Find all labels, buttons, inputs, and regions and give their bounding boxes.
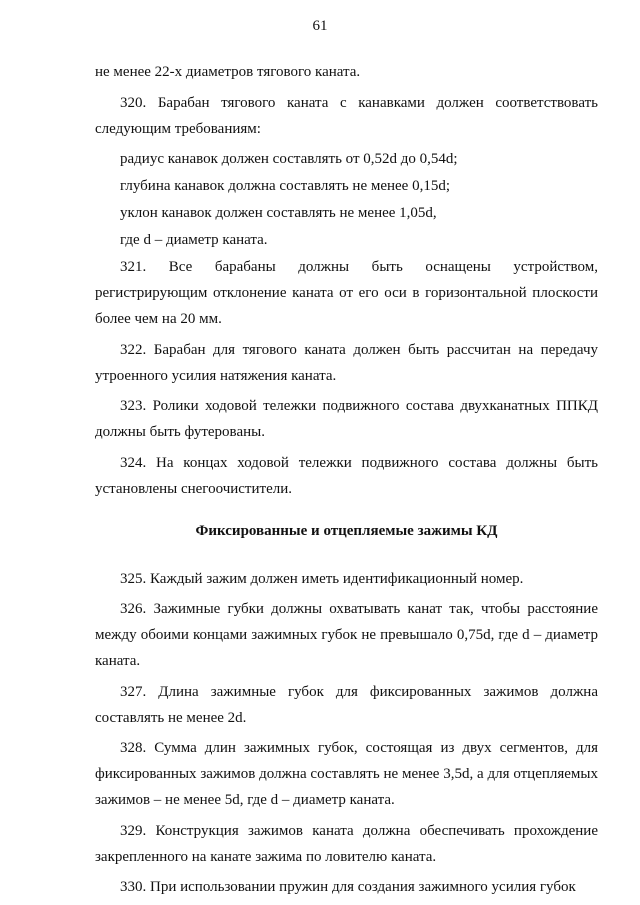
requirement-groove-slope: уклон канавок должен составлять не менее 1,05d,: [120, 205, 437, 221]
paragraph-327: 327. Длина зажимные губок для фиксированных зажимов должна составлять не менее 2d.: [95, 683, 598, 726]
paragraph-321: 321. Все барабаны должны быть оснащены устройством, регистрирующим отклонение каната от его оси в горизонтальной плоскости более чем на 20 мм.: [95, 259, 598, 327]
paragraph-329: 329. Конструкция зажимов каната должна обеспечивать прохождение закрепленного на канате зажима по ловителю каната.: [95, 822, 598, 865]
requirement-groove-radius: радиус канавок должен составлять от 0,52d до 0,54d;: [120, 151, 458, 167]
paragraph-324: 324. На концах ходовой тележки подвижного состава должны быть установлены снегоочистители.: [95, 454, 598, 497]
paragraph-320: 320. Барабан тягового каната с канавками должен соответствовать следующим требованиям:: [95, 94, 598, 137]
paragraph-330: 330. При использовании пружин для создания зажимного усилия губок: [120, 879, 576, 895]
section-heading: Фиксированные и отцепляемые зажимы КД: [195, 522, 498, 539]
paragraph-328: 328. Сумма длин зажимных губок, состоящая из двух сегментов, для фиксированных зажимов должна составлять не менее 3,5d, а для отцепляемых зажимов – не менее 5d, где d – диаметр каната.: [95, 740, 598, 808]
requirement-definition: где d – диаметр каната.: [120, 232, 268, 248]
paragraph-325: 325. Каждый зажим должен иметь идентификационный номер.: [120, 570, 524, 587]
page-number: 61: [312, 18, 328, 34]
requirement-groove-depth: глубина канавок должна составлять не менее 0,15d;: [120, 178, 451, 194]
paragraph-323: 323. Ролики ходовой тележки подвижного состава двухканатных ППКД должны быть футерованы.: [95, 398, 598, 440]
paragraph-322: 322. Барабан для тягового каната должен быть рассчитан на передачу утроенного усилия натяжения каната.: [95, 341, 598, 384]
paragraph-continuation: не менее 22-х диаметров тягового каната.: [95, 64, 361, 80]
paragraph-326: 326. Зажимные губки должны охватывать канат так, чтобы расстояние между обоими концами зажимных губок не превышало 0,75d, где d – диаметр каната.: [95, 601, 598, 669]
document-body: [95, 59, 598, 905]
